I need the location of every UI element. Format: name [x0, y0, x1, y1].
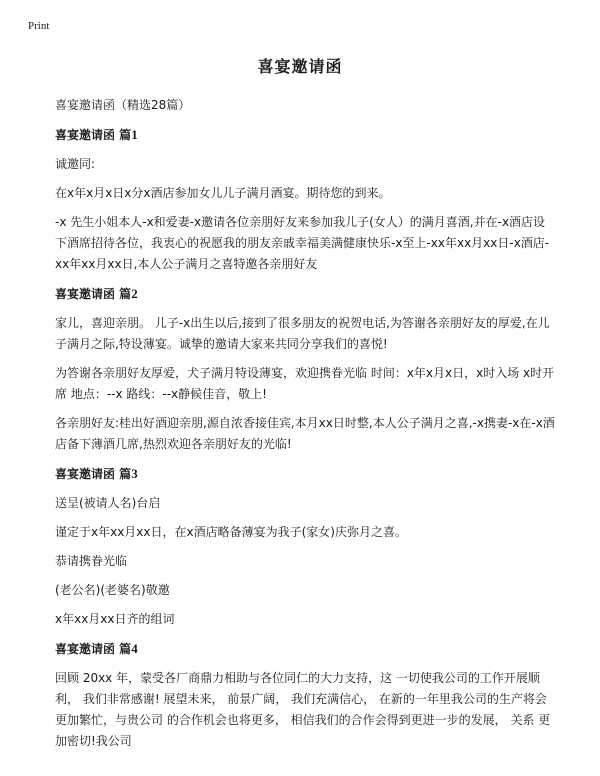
paragraph: -x 先生小姐本人-x和爱妻-x邀请各位亲朋好友来参加我儿子(女人）的满月喜酒,并在-x酒店设下酒席招待各位，我衷心的祝愿我的朋友亲戚幸福美满健康快乐-x至上-xx年xx月xx日-x酒店-xx年xx月xx日,本人公子满月之喜特邀各亲朋好友 — [55, 215, 550, 271]
paragraph: (老公名)(老婆名)敬邀 — [55, 583, 170, 597]
paragraph: 为答谢各亲朋好友厚爱，犬子满月特设薄宴，欢迎携眷光临 时间：x年x月x日，x时入场 x时开席 地点：--x 路线：--x静候佳音，敬上! — [55, 366, 555, 401]
section-heading: 喜宴邀请函 篇1 — [55, 127, 138, 142]
section-2 — [55, 283, 555, 455]
section-heading: 喜宴邀请函 篇4 — [55, 641, 138, 656]
section-3 — [55, 463, 555, 630]
document-title: 喜宴邀请函 — [257, 57, 343, 76]
section-4 — [55, 638, 555, 752]
paragraph: 送呈(被请人名)台启 — [55, 496, 161, 510]
paragraph: 诚邀同: — [55, 157, 96, 171]
paragraph: 家儿，喜迎亲朋。 儿子-x出生以后,接到了很多朋友的祝贺电话,为答谢各亲朋好友的厚爱,在儿子满月之际,特设薄宴。诚挚的邀请大家来共同分享我们的喜悦! — [55, 316, 550, 351]
intro-line: 喜宴邀请函（精选28篇） — [55, 98, 191, 112]
paragraph: x年xx月xx日齐的组词 — [55, 612, 175, 626]
paragraph: 各亲朋好友:桂出好酒迎亲朋,源自浓香接佳宾,本月xx日时整,本人公子满月之喜,-x携妻-x在-x酒店备下薄酒几席,热烈欢迎各亲朋好友的光临! — [55, 416, 555, 451]
paragraph: 恭请携眷光临 — [55, 554, 128, 568]
section-heading: 喜宴邀请函 篇3 — [55, 466, 138, 481]
paragraph: 谨定于x年xx月xx日，在x酒店略备薄宴为我子(家女)庆弥月之喜。 — [55, 525, 407, 539]
section-heading: 喜宴邀请函 篇2 — [55, 286, 138, 301]
paragraph: 回顾 20xx 年，蒙受各厂商鼎力相助与各位同仁的大力支持，这 一切使我公司的工作开展顺利， 我们非常感谢! 展望未来， 前景广阔， 我们充满信心， 在新的一年里我公司的生产将会更加繁忙，与贵公司 的合作机会也将更多， 相信我们的合作会得到更进一步的发展， 关系 更加密切!我公司 — [55, 671, 551, 748]
print-label[interactable]: Print — [28, 20, 50, 32]
section-1 — [55, 124, 555, 275]
paragraph: 在x年x月x日x分x酒店参加女儿儿子满月酒宴。期待您的到来。 — [55, 186, 391, 200]
document-body — [55, 95, 555, 760]
